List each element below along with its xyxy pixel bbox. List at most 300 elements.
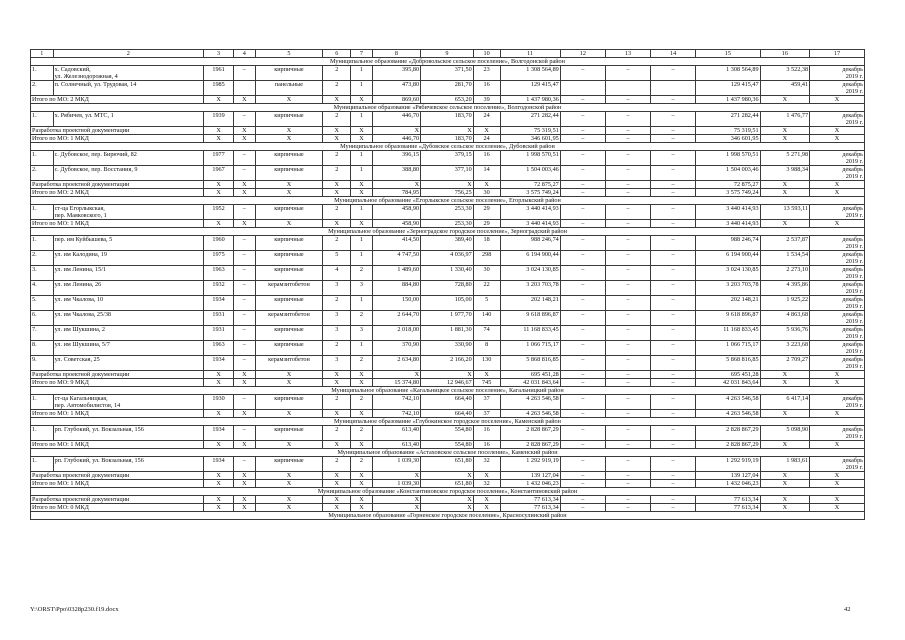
section-heading-row	[31, 228, 865, 236]
house-cell: –	[651, 112, 696, 127]
total-cell: –	[560, 371, 605, 379]
house-cell: 2	[323, 151, 351, 166]
house-cell: –	[234, 151, 255, 166]
total-cell: X	[473, 472, 500, 480]
house-cell: 5.	[31, 296, 54, 311]
house-cell: 271 282,44	[500, 112, 560, 127]
house-cell: –	[651, 296, 696, 311]
total-cell: –	[605, 504, 650, 512]
total-cell: X	[810, 441, 865, 449]
section-title: Муниципальное образование «Егорлыкское сельское поселение», Егорлыкский район	[31, 197, 865, 205]
house-cell: 1	[351, 166, 372, 181]
total-cell: X	[760, 496, 809, 504]
house-cell: 202 148,21	[500, 296, 560, 311]
house-cell: декабрь 2019 г.	[810, 166, 865, 181]
house-cell: 8.	[31, 341, 54, 356]
house-cell: 1 292 919,19	[696, 457, 760, 472]
total-cell: X	[473, 181, 500, 189]
house-cell: –	[651, 356, 696, 371]
house-cell: –	[651, 236, 696, 251]
total-cell: X	[323, 96, 351, 104]
total-cell: X	[810, 472, 865, 480]
total-cell: X	[351, 472, 372, 480]
total-row	[31, 472, 865, 480]
house-cell: ул. им Ленина, 26	[53, 281, 203, 296]
total-label: Разработка проектной документации	[31, 127, 204, 135]
total-cell: X	[255, 220, 323, 228]
total-cell: –	[605, 472, 650, 480]
house-row	[31, 266, 865, 281]
house-cell: кирпичные	[255, 326, 323, 341]
total-cell: X	[760, 181, 809, 189]
house-row	[31, 166, 865, 181]
total-cell: –	[651, 410, 696, 418]
house-cell: 3	[323, 311, 351, 326]
house-cell: 130	[473, 356, 500, 371]
total-cell: X	[255, 504, 323, 512]
house-cell: 4 036,97	[421, 251, 474, 266]
house-cell: 271 282,44	[696, 112, 760, 127]
house-cell: 6 194 900,44	[696, 251, 760, 266]
section-heading-row	[31, 488, 865, 496]
column-number: 13	[605, 50, 650, 58]
total-cell: –	[651, 496, 696, 504]
house-cell: 3 522,38	[760, 66, 809, 81]
house-cell: декабрь 2019 г.	[810, 426, 865, 441]
section-title: Муниципальное образование «Зерноградское городское поселение», Зерноградский район	[31, 228, 865, 236]
house-cell: 4	[323, 266, 351, 281]
house-row	[31, 326, 865, 341]
section-title: Муниципальное образование «Глубокинское городское поселение», Каменский район	[31, 418, 865, 426]
house-cell: –	[605, 426, 650, 441]
house-row	[31, 311, 865, 326]
house-cell: 1.	[31, 151, 54, 166]
total-cell: 139 127,04	[696, 472, 760, 480]
total-cell: X	[760, 441, 809, 449]
total-label: Итого по МО: 2 МКД	[31, 96, 204, 104]
house-cell: 6 194 900,44	[500, 251, 560, 266]
total-cell: X	[473, 127, 500, 135]
house-cell: 2 018,00	[372, 326, 420, 341]
total-cell: X	[351, 504, 372, 512]
house-cell: –	[605, 326, 650, 341]
house-cell: 22	[473, 281, 500, 296]
house-cell: кирпичные	[255, 266, 323, 281]
house-cell: 3 203 703,78	[500, 281, 560, 296]
total-cell: X	[351, 410, 372, 418]
house-cell: с. Дубовское, пер. Восстания, 9	[53, 166, 203, 181]
total-label: Итого по МО: 1 МКД	[31, 441, 204, 449]
total-cell: –	[605, 96, 650, 104]
house-row	[31, 296, 865, 311]
house-cell: 74	[473, 326, 500, 341]
total-cell: –	[560, 181, 605, 189]
house-cell: –	[605, 457, 650, 472]
house-cell: декабрь 2019 г.	[810, 356, 865, 371]
house-cell: 664,40	[421, 395, 474, 410]
house-cell: –	[234, 236, 255, 251]
house-cell: 2 644,70	[372, 311, 420, 326]
total-cell: X	[810, 496, 865, 504]
total-cell: X	[421, 371, 474, 379]
house-cell: –	[560, 281, 605, 296]
house-cell: –	[605, 236, 650, 251]
total-cell: 183,70	[421, 135, 474, 143]
house-cell: 4 747,50	[372, 251, 420, 266]
house-cell: х. Садовский, ул. Железнодорожная, 4	[53, 66, 203, 81]
total-row	[31, 181, 865, 189]
total-cell: 39	[473, 96, 500, 104]
house-cell: 129 415,47	[500, 81, 560, 96]
house-cell: –	[560, 166, 605, 181]
house-cell: 1 504 003,46	[696, 166, 760, 181]
total-cell: 75 319,51	[500, 127, 560, 135]
column-number: 7	[351, 50, 372, 58]
house-cell: 4 863,68	[760, 311, 809, 326]
house-cell: 728,80	[421, 281, 474, 296]
house-cell: –	[651, 205, 696, 220]
house-cell: 613,40	[372, 426, 420, 441]
house-cell: –	[560, 395, 605, 410]
total-cell: X	[255, 496, 323, 504]
house-cell: 9.	[31, 356, 54, 371]
total-cell: X	[351, 379, 372, 387]
house-cell: 37	[473, 395, 500, 410]
column-number: 12	[560, 50, 605, 58]
total-cell: X	[255, 96, 323, 104]
total-cell: –	[605, 480, 650, 488]
house-cell: –	[651, 426, 696, 441]
house-cell: 2	[323, 66, 351, 81]
house-cell: декабрь 2019 г.	[810, 311, 865, 326]
total-cell: X	[473, 504, 500, 512]
total-cell: X	[234, 480, 255, 488]
house-cell: панельные	[255, 81, 323, 96]
house-cell: 253,30	[421, 205, 474, 220]
total-cell: 2 828 867,29	[500, 441, 560, 449]
house-cell: –	[651, 151, 696, 166]
house-cell: –	[605, 166, 650, 181]
house-cell: декабрь 2019 г.	[810, 236, 865, 251]
house-cell: 2	[323, 296, 351, 311]
house-cell: 1932	[204, 281, 234, 296]
house-cell: –	[234, 266, 255, 281]
house-cell: 1931	[204, 326, 234, 341]
house-cell: 1 983,61	[760, 457, 809, 472]
column-number: 14	[651, 50, 696, 58]
total-cell: X	[323, 189, 351, 197]
house-row	[31, 205, 865, 220]
house-cell: 16	[473, 426, 500, 441]
house-cell: –	[605, 112, 650, 127]
house-cell: –	[651, 266, 696, 281]
house-row	[31, 236, 865, 251]
house-cell: –	[651, 66, 696, 81]
house-cell: декабрь 2019 г.	[810, 341, 865, 356]
house-cell: ул. им Ленина, 15/1	[53, 266, 203, 281]
house-cell: 3 988,34	[760, 166, 809, 181]
total-cell: X	[234, 96, 255, 104]
house-cell: 2 634,80	[372, 356, 420, 371]
total-cell: –	[560, 135, 605, 143]
total-cell: X	[421, 504, 474, 512]
total-row	[31, 96, 865, 104]
house-cell: 1 534,54	[760, 251, 809, 266]
total-cell: X	[421, 472, 474, 480]
total-cell: 446,70	[372, 135, 420, 143]
total-cell: X	[255, 189, 323, 197]
house-cell: 3 203 703,78	[696, 281, 760, 296]
house-cell: 1960	[204, 236, 234, 251]
total-cell: 253,30	[421, 220, 474, 228]
total-cell: –	[605, 135, 650, 143]
total-cell: 554,80	[421, 441, 474, 449]
house-cell: –	[560, 266, 605, 281]
total-cell: –	[560, 410, 605, 418]
total-cell: X	[323, 181, 351, 189]
house-cell: –	[560, 151, 605, 166]
house-cell: 1	[351, 205, 372, 220]
total-cell: 1 432 046,23	[500, 480, 560, 488]
house-cell: 1961	[204, 66, 234, 81]
house-cell: 1 292 919,19	[500, 457, 560, 472]
house-cell: 11 168 833,45	[696, 326, 760, 341]
house-cell: 5 868 816,85	[500, 356, 560, 371]
house-cell: –	[605, 395, 650, 410]
house-cell: –	[234, 341, 255, 356]
house-cell: кирпичные	[255, 395, 323, 410]
total-label: Итого по МО: 1 МКД	[31, 410, 204, 418]
total-cell: X	[323, 127, 351, 135]
house-cell: –	[234, 311, 255, 326]
house-cell: 14	[473, 166, 500, 181]
total-cell: X	[234, 441, 255, 449]
house-cell: 2 537,87	[760, 236, 809, 251]
total-cell: –	[605, 371, 650, 379]
house-row	[31, 341, 865, 356]
house-cell: –	[234, 356, 255, 371]
house-cell: 183,70	[421, 112, 474, 127]
total-cell: –	[605, 189, 650, 197]
section-heading-row	[31, 512, 865, 520]
house-cell: 5	[473, 296, 500, 311]
house-cell: 1 066 715,17	[696, 341, 760, 356]
total-cell: 745	[473, 379, 500, 387]
house-cell	[651, 81, 696, 96]
total-cell: –	[651, 189, 696, 197]
section-title: Муниципальное образование «Кагальницкое сельское поселение», Кагальницкий район	[31, 387, 865, 395]
house-cell: –	[234, 166, 255, 181]
total-cell: X	[255, 181, 323, 189]
house-cell: 5 936,76	[760, 326, 809, 341]
section-title: Муниципальное образование «Горненское городское поселение», Красносулинский район	[31, 512, 865, 520]
total-label: Итого по МО: 1 МКД	[31, 220, 204, 228]
house-cell: 1 881,30	[421, 326, 474, 341]
house-cell: кирпичные	[255, 426, 323, 441]
total-cell: –	[605, 127, 650, 135]
house-cell: –	[560, 236, 605, 251]
house-cell: 140	[473, 311, 500, 326]
house-cell: 4 263 546,58	[696, 395, 760, 410]
house-cell: 2.	[31, 166, 54, 181]
house-cell: 1	[351, 236, 372, 251]
section-title: Муниципальное образование «Рябичевское сельское поселение», Волгодонской район	[31, 104, 865, 112]
house-cell: 1931	[204, 311, 234, 326]
house-cell: 1963	[204, 341, 234, 356]
house-cell: 2 709,27	[760, 356, 809, 371]
total-cell: X	[323, 371, 351, 379]
house-cell: 3 440 414,93	[500, 205, 560, 220]
house-cell: ст-ца Егорлыкская, пер. Маяковского, 1	[53, 205, 203, 220]
total-cell: –	[605, 496, 650, 504]
house-cell: 2	[323, 395, 351, 410]
total-cell: X	[760, 135, 809, 143]
total-cell: 346 601,95	[696, 135, 760, 143]
house-cell: –	[651, 326, 696, 341]
house-cell: кирпичные	[255, 236, 323, 251]
house-row	[31, 66, 865, 81]
total-cell: X	[421, 181, 474, 189]
total-cell: 346 601,95	[500, 135, 560, 143]
house-cell: 13 593,11	[760, 205, 809, 220]
house-cell: 1934	[204, 457, 234, 472]
total-cell: 16	[473, 441, 500, 449]
total-cell: 42 031 843,64	[696, 379, 760, 387]
total-cell: –	[651, 472, 696, 480]
house-cell: –	[560, 341, 605, 356]
house-cell: кирпичные	[255, 251, 323, 266]
house-cell: 4 395,86	[760, 281, 809, 296]
total-cell: 15 374,80	[372, 379, 420, 387]
total-cell: X	[810, 181, 865, 189]
house-cell: 1.	[31, 236, 54, 251]
total-cell: 1 437 980,36	[500, 96, 560, 104]
house-row	[31, 395, 865, 410]
total-cell: –	[560, 127, 605, 135]
house-cell: с. Дубовское, пер. Бирючий, 82	[53, 151, 203, 166]
house-cell: 3	[323, 281, 351, 296]
house-cell: ул. Советская, 25	[53, 356, 203, 371]
house-cell: –	[651, 166, 696, 181]
total-cell: X	[323, 379, 351, 387]
total-cell: X	[760, 410, 809, 418]
house-cell: керамзитобетон	[255, 281, 323, 296]
total-cell: X	[810, 189, 865, 197]
total-cell: X	[760, 96, 809, 104]
document-sheet	[30, 49, 865, 520]
house-cell: 2	[323, 236, 351, 251]
column-number: 8	[372, 50, 420, 58]
house-cell: 884,80	[372, 281, 420, 296]
house-cell: 414,50	[372, 236, 420, 251]
total-cell: X	[810, 371, 865, 379]
column-number: 16	[760, 50, 809, 58]
total-cell: X	[351, 480, 372, 488]
house-cell: 1	[351, 341, 372, 356]
house-cell: 742,10	[372, 395, 420, 410]
house-cell: –	[560, 426, 605, 441]
total-cell: X	[372, 496, 420, 504]
total-cell: X	[234, 127, 255, 135]
house-cell: 3.	[31, 266, 54, 281]
total-cell: X	[810, 96, 865, 104]
total-cell: X	[204, 220, 234, 228]
column-number-row	[31, 50, 865, 58]
total-cell: X	[810, 135, 865, 143]
house-cell: 2	[351, 395, 372, 410]
house-cell: 23	[473, 66, 500, 81]
house-cell: кирпичные	[255, 166, 323, 181]
house-cell: 2	[351, 311, 372, 326]
house-cell: 651,80	[421, 457, 474, 472]
total-cell: 77 613,34	[500, 504, 560, 512]
house-cell: –	[234, 66, 255, 81]
house-cell: –	[605, 356, 650, 371]
total-cell: X	[234, 189, 255, 197]
total-cell: X	[760, 127, 809, 135]
house-cell: декабрь 2019 г.	[810, 326, 865, 341]
total-cell: –	[560, 472, 605, 480]
total-cell: X	[255, 472, 323, 480]
house-cell: –	[560, 457, 605, 472]
total-cell: 695 451,28	[696, 371, 760, 379]
total-cell: –	[651, 371, 696, 379]
house-cell: 2	[323, 112, 351, 127]
total-cell: 1 039,30	[372, 480, 420, 488]
house-cell: 2	[323, 166, 351, 181]
total-cell: X	[760, 220, 809, 228]
house-cell: –	[651, 341, 696, 356]
house-cell: декабрь 2019 г.	[810, 457, 865, 472]
total-cell: X	[760, 504, 809, 512]
house-cell: 1.	[31, 205, 54, 220]
house-cell: 4 263 546,58	[500, 395, 560, 410]
house-cell: 9 618 896,87	[500, 311, 560, 326]
total-cell: 4 263 546,58	[500, 410, 560, 418]
house-cell: 16	[473, 151, 500, 166]
house-cell: 3	[351, 326, 372, 341]
total-cell: X	[234, 220, 255, 228]
total-cell: X	[810, 220, 865, 228]
total-cell: 664,40	[421, 410, 474, 418]
house-cell: декабрь 2019 г.	[810, 66, 865, 81]
house-cell: 1.	[31, 457, 54, 472]
house-cell: 2.	[31, 81, 54, 96]
column-number: 3	[204, 50, 234, 58]
total-label: Итого по МО: 0 МКД	[31, 504, 204, 512]
total-cell: X	[204, 371, 234, 379]
house-cell: пер. им Куйбышева, 5	[53, 236, 203, 251]
total-cell: X	[760, 371, 809, 379]
house-cell: 988 246,74	[696, 236, 760, 251]
total-cell: X	[473, 496, 500, 504]
total-cell: –	[560, 504, 605, 512]
total-cell: X	[255, 127, 323, 135]
total-cell: X	[323, 480, 351, 488]
section-title: Муниципальное образование «Дубовское сельское поселение», Дубовский район	[31, 143, 865, 151]
house-cell: 1 308 564,89	[696, 66, 760, 81]
total-label: Разработка проектной документации	[31, 496, 204, 504]
total-label: Итого по МО: 2 МКД	[31, 189, 204, 197]
house-cell: кирпичные	[255, 457, 323, 472]
total-cell: –	[560, 189, 605, 197]
house-row	[31, 251, 865, 266]
total-row	[31, 441, 865, 449]
house-cell: –	[651, 457, 696, 472]
total-cell: X	[204, 480, 234, 488]
total-row	[31, 371, 865, 379]
house-cell: 150,00	[372, 296, 420, 311]
